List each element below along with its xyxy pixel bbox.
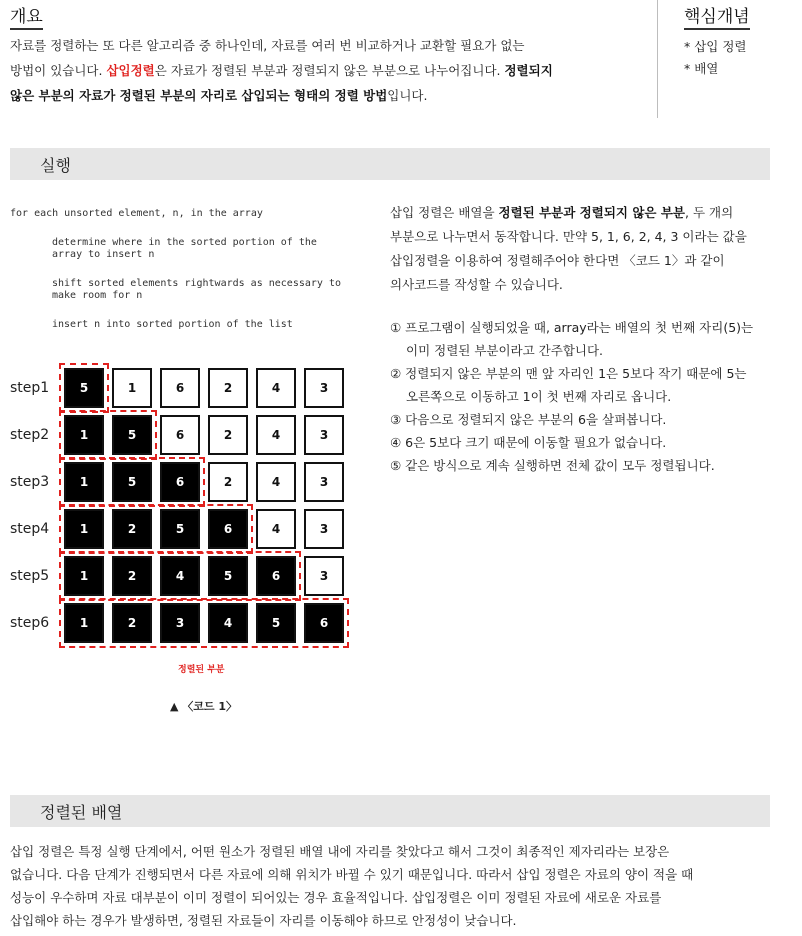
pseudocode: for each unsorted element, n, in the array determine where in the sorted portion of the array to insert n shift sorted elements rightwards as necessary to make room for n insert n into sorted portion of the list (10, 208, 341, 330)
step-text-3: ③ 다음으로 정렬되지 않은 부분의 6을 살펴봅니다. (390, 412, 667, 427)
step-label: step2 (10, 427, 50, 443)
sorted-cell: 5 (112, 462, 152, 502)
sorted-portion-outline (59, 598, 349, 648)
sorted-cell: 1 (64, 415, 104, 455)
sorted-array-paragraph: 삽입 정렬은 특정 실행 단계에서, 어떤 원소가 정렬된 배열 내에 자리를 찾았다고 해서 그것이 최종적인 제자리라는 보장은 없습니다. 다음 단계가 진행되면서 다른 자료에 의해 위치가 바뀔 수 있기 때문입니다. 따라서 삽입 정렬은 자료의 양이 적을 때 성능이 우수하며 자료 대부분이 이미 정렬이 되어있는 경우 효율적입니다. 삽입정렬은 이미 정렬된 자료에 새로운 자료를 삽입해야 하는 경우가 발생하면, 정렬된 자료들이 자리를 이동해야 하므로 안정성이 낮습니다. (10, 844, 694, 928)
sorted-cell: 5 (256, 603, 296, 643)
key-concept-item: * 삽입 정렬 (684, 39, 747, 54)
overview-paragraph: 자료를 정렬하는 또 다른 알고리즘 중 하나인데, 자료를 여러 번 비교하거나 교환할 필요가 없는 방법이 있습니다. 삽입정렬은 자료가 정렬된 부분과 정렬되지 않은 부분으로 나누어집니다. 정렬되지 않은 부분의 자료가 정렬된 부분의 자리로 삽입되는 형태의 정렬 방법입니다. (10, 38, 553, 103)
sorted-cell: 5 (112, 415, 152, 455)
step-label: step1 (10, 380, 50, 396)
unsorted-cell: 2 (208, 368, 248, 408)
sorted-cell: 1 (64, 509, 104, 549)
sorted-portion-outline (59, 504, 253, 554)
sorted-cell: 1 (64, 556, 104, 596)
sorted-portion-outline (59, 363, 109, 413)
sorted-cell: 5 (64, 368, 104, 408)
sorted-cell: 1 (64, 603, 104, 643)
unsorted-cell: 3 (304, 415, 344, 455)
sorted-cell: 2 (112, 556, 152, 596)
unsorted-cell: 3 (304, 462, 344, 502)
sorted-cell: 1 (64, 462, 104, 502)
step-text-5: ⑤ 같은 방식으로 계속 실행하면 전체 값이 모두 정렬됩니다. (390, 458, 715, 473)
sorted-portion-outline (59, 457, 205, 507)
unsorted-cell: 4 (256, 368, 296, 408)
step-text-2: ② 정렬되지 않은 부분의 맨 앞 자리인 1은 5보다 작기 때문에 5는 오른쪽으로 이동하고 1이 첫 번째 자리로 옵니다. (390, 366, 747, 404)
key-concepts-title: 핵심개념 (684, 2, 750, 27)
sorted-array-header: 정렬된 배열 (10, 795, 770, 827)
key-concepts-list (684, 36, 747, 80)
insertion-sort-diagram (0, 0, 400, 720)
overview-title: 개요 (10, 2, 43, 27)
unsorted-cell: 4 (256, 415, 296, 455)
unsorted-cell: 4 (256, 462, 296, 502)
unsorted-cell: 6 (160, 415, 200, 455)
sorted-cell: 6 (160, 462, 200, 502)
unsorted-cell: 2 (208, 415, 248, 455)
sorted-cell: 3 (160, 603, 200, 643)
sorted-cell: 2 (112, 509, 152, 549)
divider (657, 0, 658, 118)
unsorted-cell: 2 (208, 462, 248, 502)
figure-caption: ▲ 〈코드 1〉 (170, 700, 238, 713)
step-label: step3 (10, 474, 50, 490)
execution-steps (390, 316, 800, 477)
step-text-4: ④ 6은 5보다 크기 때문에 이동할 필요가 없습니다. (390, 435, 667, 450)
sorted-cell: 5 (160, 509, 200, 549)
sorted-cell: 4 (160, 556, 200, 596)
sorted-portion-outline (59, 410, 157, 460)
unsorted-cell: 1 (112, 368, 152, 408)
sorted-cell: 6 (304, 603, 344, 643)
step-label: step6 (10, 615, 50, 631)
unsorted-cell: 4 (256, 509, 296, 549)
sorted-cell: 5 (208, 556, 248, 596)
unsorted-cell: 3 (304, 556, 344, 596)
sorted-cell: 6 (256, 556, 296, 596)
key-concept-item: * 배열 (684, 61, 719, 76)
sorted-cell: 6 (208, 509, 248, 549)
step-label: step4 (10, 521, 50, 537)
sorted-cell: 4 (208, 603, 248, 643)
unsorted-cell: 6 (160, 368, 200, 408)
sorted-portion-outline (59, 551, 301, 601)
execution-header: 실행 (10, 148, 770, 180)
unsorted-cell: 3 (304, 368, 344, 408)
sorted-portion-label: 정렬된 부분 (178, 665, 225, 675)
sorted-cell: 2 (112, 603, 152, 643)
step-text-1: ① 프로그램이 실행되었을 때, array라는 배열의 첫 번째 자리(5)는 이미 정렬된 부분이라고 간주합니다. (390, 320, 754, 358)
unsorted-cell: 3 (304, 509, 344, 549)
step-label: step5 (10, 568, 50, 584)
execution-description: 삽입 정렬은 배열을 정렬된 부분과 정렬되지 않은 부분, 두 개의 부분으로 나누면서 동작합니다. 만약 5, 1, 6, 2, 4, 3 이라는 값을 삽입정렬을 이용하여 정렬해주어야 한다면 〈코드 1〉과 같이 의사코드를 작성할 수 있습니다. (390, 205, 747, 292)
